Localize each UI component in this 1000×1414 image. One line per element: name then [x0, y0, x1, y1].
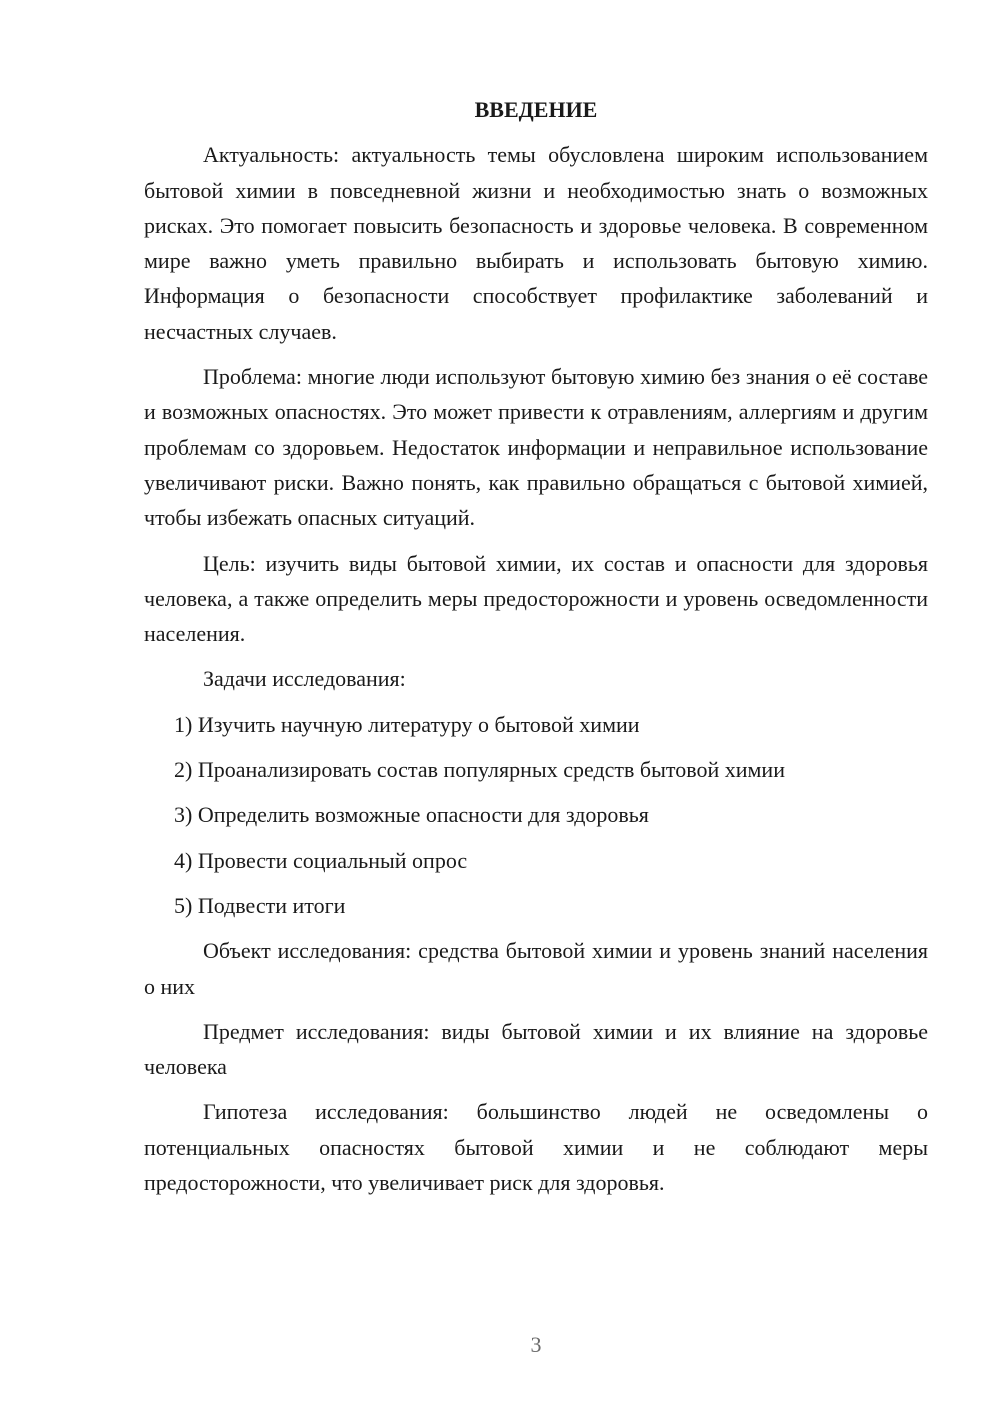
paragraph-object: Объект исследования: средства бытовой химии и уровень знаний населения о них [144, 938, 928, 999]
section-title: ВВЕДЕНИЕ [474, 97, 598, 122]
task-item: 5) Подвести итоги [174, 892, 346, 918]
task-item: 4) Провести социальный опрос [174, 847, 468, 873]
document-body [144, 92, 928, 1200]
task-item: 1) Изучить научную литературу о бытовой химии [174, 711, 640, 737]
paragraph-subject: Предмет исследования: виды бытовой химии и их влияние на здоровье человека [144, 1018, 928, 1080]
task-item: 2) Проанализировать состав популярных средств бытовой химии [174, 757, 785, 783]
tasks-heading: Задачи исследования: [203, 666, 406, 692]
paragraph-goal: Цель: изучить виды бытовой химии, их состав и опасности для здоровья человека, а также определить меры предосторожности и уровень осведомленности населения. [144, 550, 928, 647]
page-number: 3 [530, 1332, 542, 1357]
paragraph-hypothesis: Гипотеза исследования: большинство людей не осведомлены о потенциальных опасностях бытовой химии и не соблюдают меры предосторожности, что увеличивает риск для здоровья. [144, 1099, 928, 1196]
task-list [144, 707, 928, 923]
paragraph-relevance: Актуальность: актуальность темы обусловлена широким использованием бытовой химии в повседневной жизни и необходимостью знать о возможных рисках. Это помогает повысить безопасность и здоровье человека. В современном мире важно уметь правильно выбирать и использовать бытовую химию. Информация о безопасности способствует профилактике заболеваний и несчастных случаев. [144, 142, 928, 344]
task-item: 3) Определить возможные опасности для здоровья [174, 802, 649, 828]
paragraph-problem: Проблема: многие люди используют бытовую химию без знания о её составе и возможных опасностях. Это может привести к отравлениям, аллергиям и другим проблемам со здоровьем. Недостаток информации и неправильное использование увеличивают риски. Важно понять, как правильно обращаться с бытовой химией, чтобы избежать опасных ситуаций. [144, 364, 928, 531]
